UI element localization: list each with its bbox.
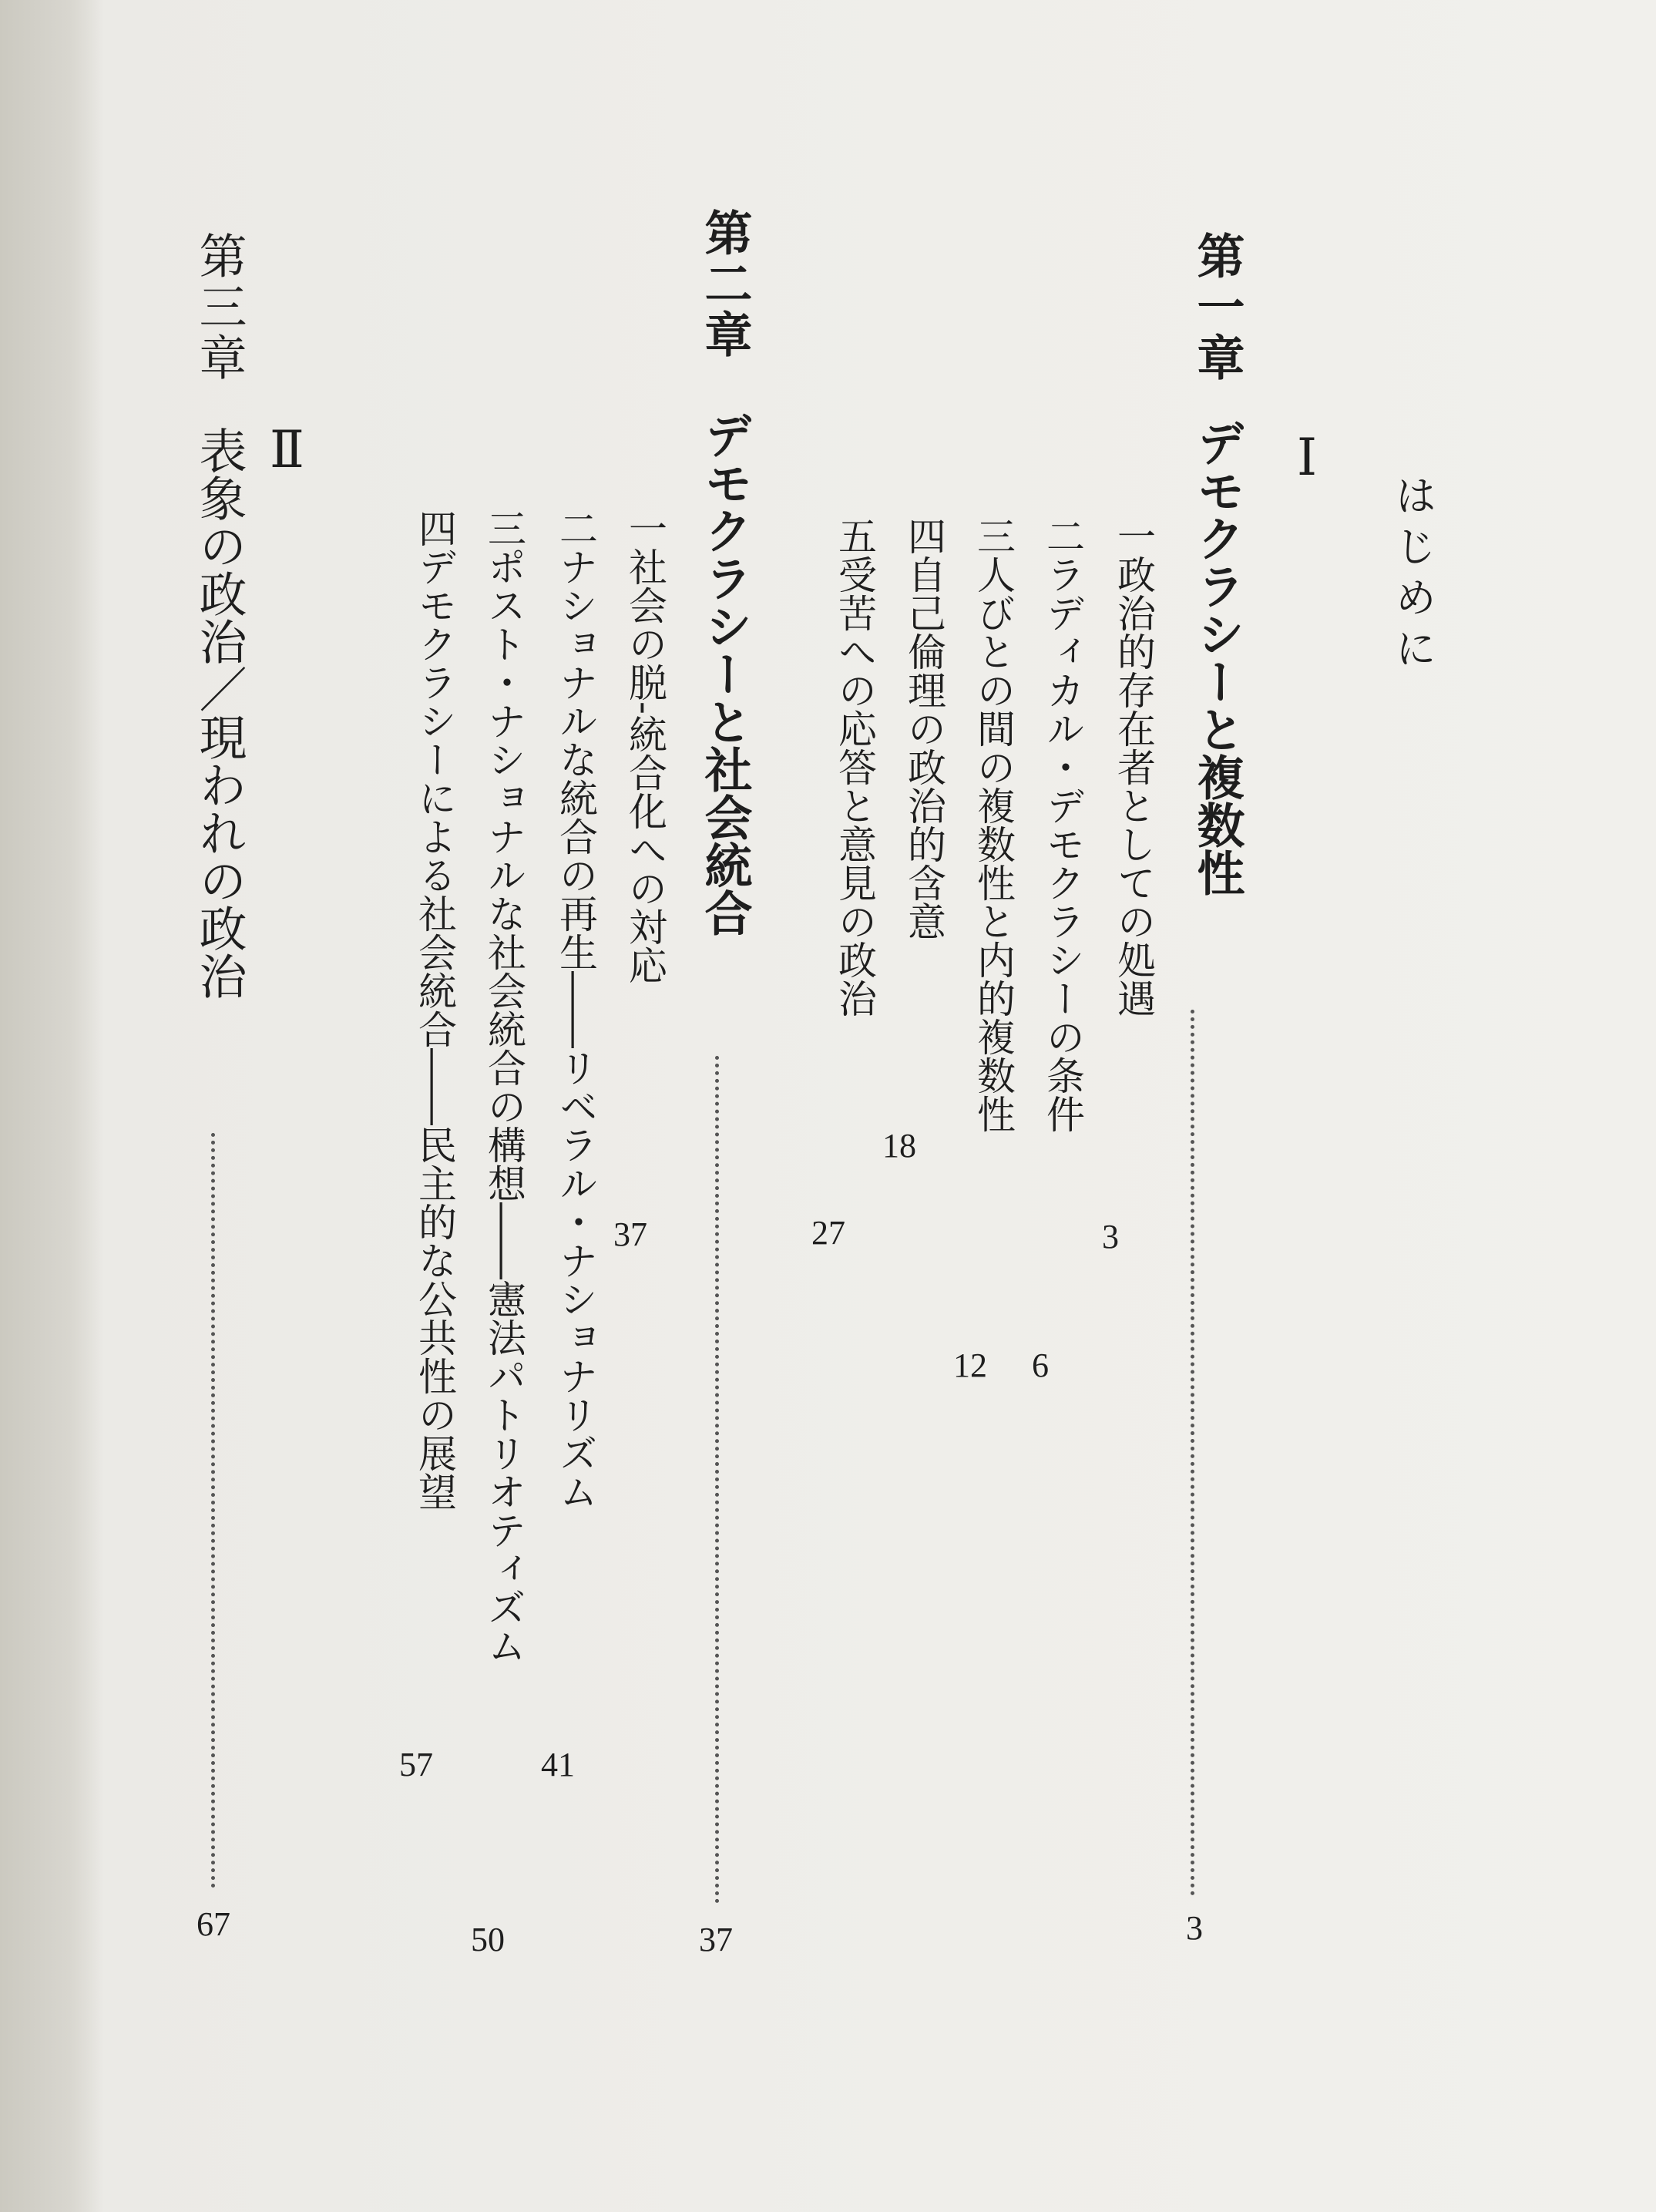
ch2-section-4 (393, 509, 462, 1511)
ch1-section-2-page: 6 (1032, 1346, 1049, 1384)
ch2-section-4-index: 四 (412, 509, 457, 547)
chapter-1-leader-dots (1191, 1010, 1194, 1896)
chapter-2-title: デモクラシーと社会統合 (697, 411, 753, 936)
ch1-section-4-title: 自己倫理の政治的含意 (902, 555, 946, 940)
ch1-section-2 (1021, 516, 1090, 1133)
ch1-section-4 (882, 516, 952, 940)
ch1-section-1-page: 3 (1102, 1218, 1119, 1256)
ch1-section-2-index: 二 (1040, 516, 1085, 555)
chapter-3-leader-dots (211, 1133, 215, 1888)
ch1-section-4-page: 18 (882, 1127, 916, 1165)
chapter-3-number: 第三章 (191, 231, 247, 384)
ch2-section-2-title: ナショナルな統合の再生――リベラル・ナショナリズム (553, 547, 598, 1511)
chapter-1-heading (1183, 231, 1251, 896)
ch2-section-1-index: 一 (623, 509, 667, 547)
chapter-2-number: 第二章 (697, 208, 753, 361)
ch2-section-4-page: 57 (399, 1746, 433, 1783)
ch2-section-1-title: 社会の脱‐統合化への対応 (623, 547, 667, 984)
book-gutter-shadow (0, 0, 104, 2212)
ch2-section-2-page: 41 (541, 1746, 575, 1783)
chapter-1-page: 3 (1186, 1909, 1203, 1947)
ch2-section-2-index: 二 (553, 509, 598, 547)
chapter-3-title: 表象の政治／現われの政治 (191, 426, 247, 1000)
ch1-section-1-title: 政治的存在者としての処遇 (1111, 555, 1156, 1017)
ch1-section-3-page: 12 (953, 1346, 987, 1384)
ch1-section-1-index: 一 (1111, 516, 1156, 555)
chapter-2-page: 37 (699, 1921, 733, 1958)
ch1-section-3-index: 三 (971, 516, 1016, 555)
ch2-section-1-page: 37 (613, 1215, 647, 1253)
ch2-section-4-title: デモクラシーによる社会統合――民主的な公共性の展望 (412, 547, 457, 1511)
chapter-3-page: 67 (197, 1905, 230, 1943)
ch2-section-3-title: ポスト・ナショナルな社会統合の構想――憲法パトリオティズム (482, 547, 526, 1665)
ch1-section-3 (952, 516, 1021, 1133)
ch1-section-1 (1092, 516, 1161, 1017)
part-one-label: Ⅰ (1297, 430, 1318, 486)
ch1-section-5-title: 受苦への応答と意見の政治 (832, 555, 877, 1017)
ch1-section-5-index: 五 (832, 516, 877, 555)
intro-heading: はじめに (1389, 474, 1437, 677)
ch1-section-4-index: 四 (902, 516, 946, 555)
ch2-section-3 (462, 509, 532, 1665)
chapter-2-leader-dots (715, 1056, 719, 1904)
ch2-section-1 (603, 509, 673, 984)
part-two-label: Ⅱ (270, 422, 304, 479)
ch1-section-5 (813, 516, 882, 1017)
chapter-2-heading (690, 208, 759, 936)
ch2-section-2 (534, 509, 603, 1511)
ch1-section-5-page: 27 (811, 1214, 845, 1252)
ch2-section-3-index: 三 (482, 509, 526, 547)
ch2-section-3-page: 50 (471, 1921, 505, 1958)
ch1-section-2-title: ラディカル・デモクラシーの条件 (1040, 555, 1085, 1133)
chapter-3-heading (185, 231, 254, 1000)
chapter-1-number: 第一章 (1189, 231, 1245, 384)
ch1-section-3-title: 人びとの間の複数性と内的複数性 (971, 555, 1016, 1133)
chapter-1-title: デモクラシーと複数性 (1189, 419, 1245, 896)
